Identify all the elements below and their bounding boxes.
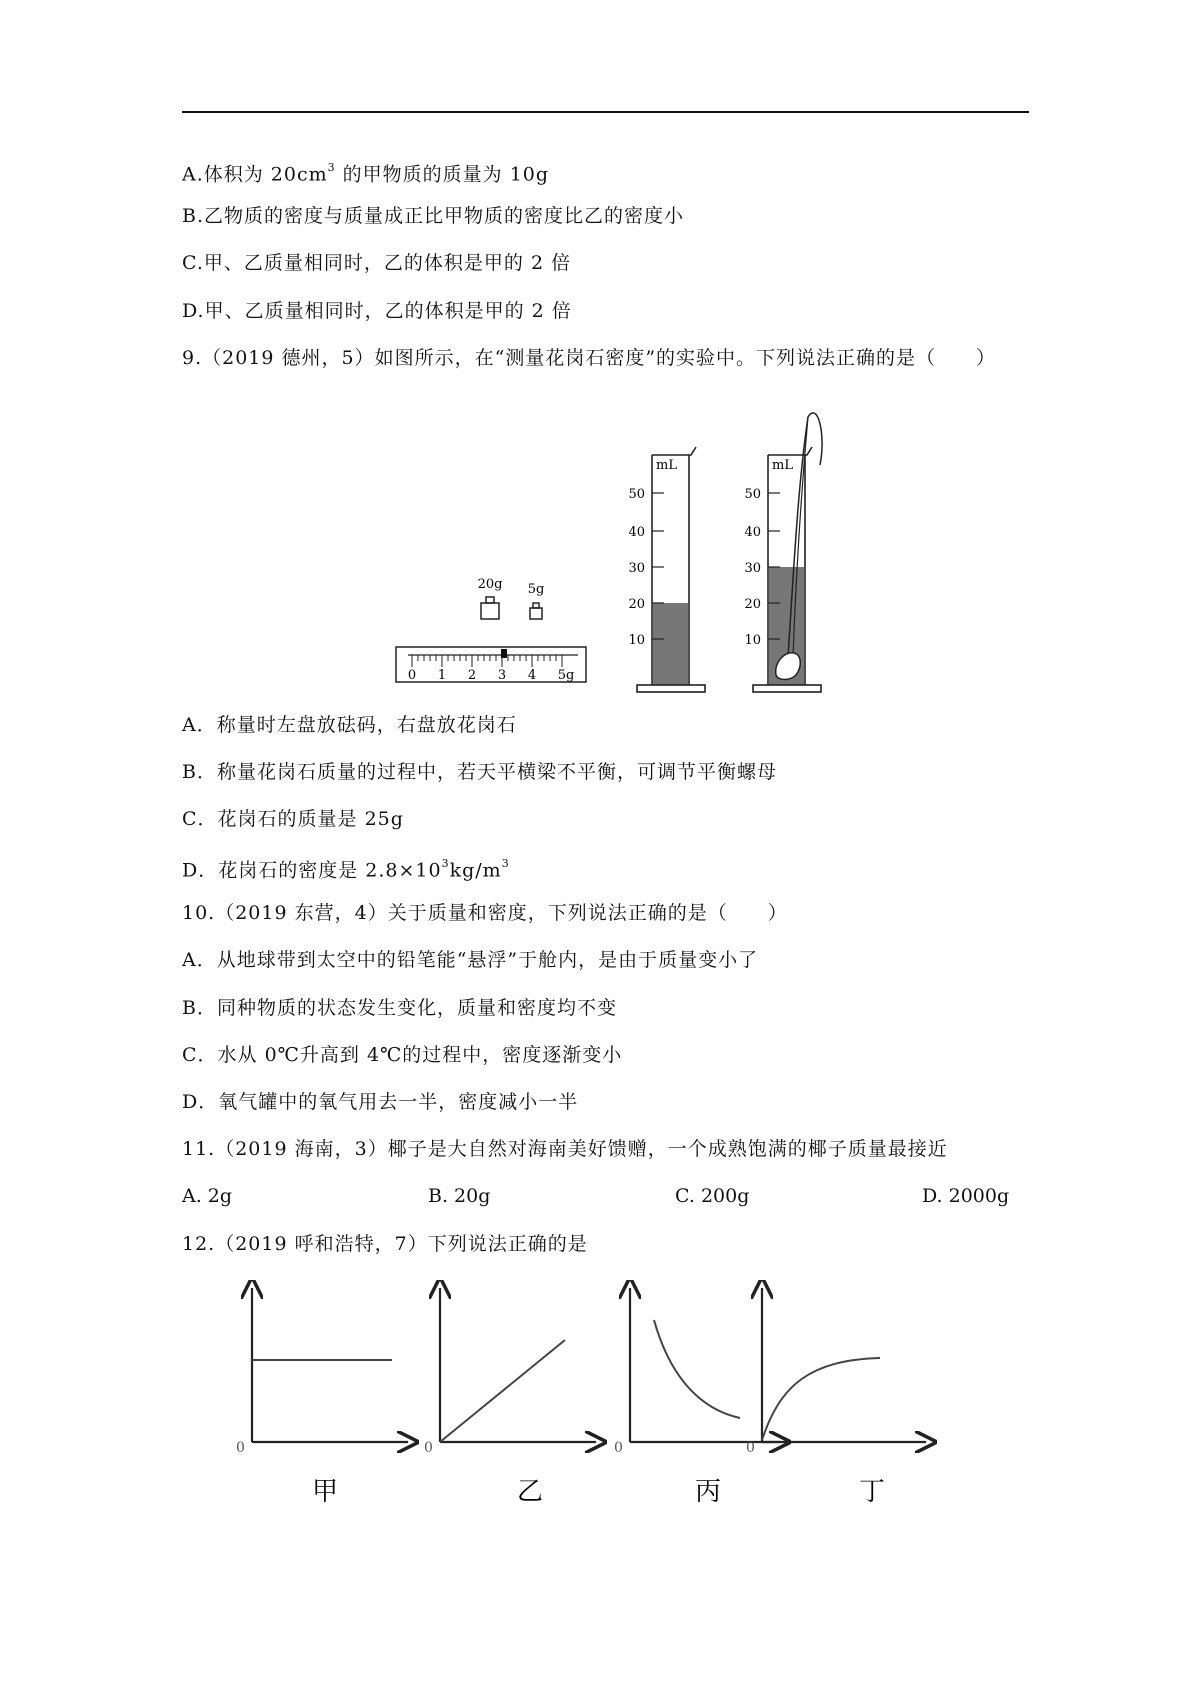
q9-stem: 9.（2019 德州，5）如图所示，在“测量花岗石密度”的实验中。下列说法正确的是（ ） xyxy=(182,347,997,369)
svg-text:mL: mL xyxy=(772,458,793,473)
svg-text:0: 0 xyxy=(746,1440,755,1456)
q8-option-c: C.甲、乙质量相同时，乙的体积是甲的 2 倍 xyxy=(182,252,572,274)
q11-option-d: D. 2000g xyxy=(922,1185,1010,1207)
svg-text:乙: 乙 xyxy=(516,1477,544,1507)
svg-text:10: 10 xyxy=(744,633,761,648)
svg-text:20g: 20g xyxy=(477,577,503,592)
svg-text:丙: 丙 xyxy=(694,1477,722,1507)
q10-option-a: A．从地球带到太空中的铅笔能“悬浮”于舱内，是由于质量变小了 xyxy=(182,949,759,971)
svg-text:5g: 5g xyxy=(557,668,575,683)
q8-option-a: A.体积为 $20cm^3$ 的甲物质的质量为 10g xyxy=(182,161,550,186)
weight-20g xyxy=(478,577,503,619)
svg-text:4: 4 xyxy=(527,668,537,683)
svg-text:0: 0 xyxy=(614,1440,623,1456)
svg-text:2: 2 xyxy=(467,668,477,683)
svg-text:50: 50 xyxy=(628,487,645,502)
q10-stem: 10.（2019 东营，4）关于质量和密度，下列说法正确的是（ ） xyxy=(182,902,788,924)
q9-figure xyxy=(380,405,830,700)
q11-option-b: B. 20g xyxy=(428,1185,491,1207)
svg-text:1: 1 xyxy=(437,668,447,683)
svg-text:20: 20 xyxy=(628,597,645,612)
graph-bing xyxy=(614,1288,780,1507)
q10-option-c: C．水从 0℃升高到 4℃的过程中，密度逐渐变小 xyxy=(182,1044,623,1066)
graph-jia xyxy=(236,1288,408,1507)
svg-text:0: 0 xyxy=(236,1440,245,1456)
graph-ding xyxy=(746,1288,926,1507)
svg-text:50: 50 xyxy=(744,487,761,502)
svg-text:40: 40 xyxy=(628,525,645,540)
graph-yi xyxy=(424,1288,596,1507)
q11-stem: 11.（2019 海南，3）椰子是大自然对海南美好馈赠，一个成熟饱满的椰子质量最接近 xyxy=(182,1138,948,1160)
svg-text:甲: 甲 xyxy=(311,1477,339,1507)
svg-text:40: 40 xyxy=(744,525,761,540)
graduated-cylinder-before xyxy=(628,447,705,692)
q9-option-b: B．称量花岗石质量的过程中，若天平横梁不平衡，可调节平衡螺母 xyxy=(182,761,777,783)
svg-text:30: 30 xyxy=(628,561,645,576)
q11-option-c: C. 200g xyxy=(675,1185,750,1207)
q11-option-a: A. 2g xyxy=(182,1185,233,1207)
q12-graphs xyxy=(220,1280,1000,1510)
q10-option-b: B．同种物质的状态发生变化，质量和密度均不变 xyxy=(182,997,617,1019)
svg-text:5g: 5g xyxy=(527,582,545,597)
balance-scale xyxy=(396,647,586,683)
q8-option-b: B.乙物质的密度与质量成正比甲物质的密度比乙的密度小 xyxy=(182,205,685,227)
q8-option-d: D.甲、乙质量相同时，乙的体积是甲的 2 倍 xyxy=(182,300,572,322)
header-rule xyxy=(182,111,1029,113)
q9-option-d: D．花岗石的密度是 $2.8\times 10^3kg/m^3$ xyxy=(182,857,510,882)
weight-5g xyxy=(528,582,545,619)
q10-option-d: D．氧气罐中的氧气用去一半，密度减小一半 xyxy=(182,1091,579,1113)
svg-text:10: 10 xyxy=(628,633,645,648)
svg-text:0: 0 xyxy=(424,1440,433,1456)
svg-text:3: 3 xyxy=(497,668,507,683)
svg-text:丁: 丁 xyxy=(858,1477,886,1507)
svg-text:30: 30 xyxy=(744,561,761,576)
q9-option-a: A．称量时左盘放砝码，右盘放花岗石 xyxy=(182,714,517,736)
q12-stem: 12.（2019 呼和浩特，7）下列说法正确的是 xyxy=(182,1233,588,1255)
svg-text:mL: mL xyxy=(656,458,677,473)
svg-text:20: 20 xyxy=(744,597,761,612)
q9-option-c: C．花岗石的质量是 25g xyxy=(182,808,404,830)
graduated-cylinder-after xyxy=(744,413,822,692)
svg-text:0: 0 xyxy=(407,668,417,683)
